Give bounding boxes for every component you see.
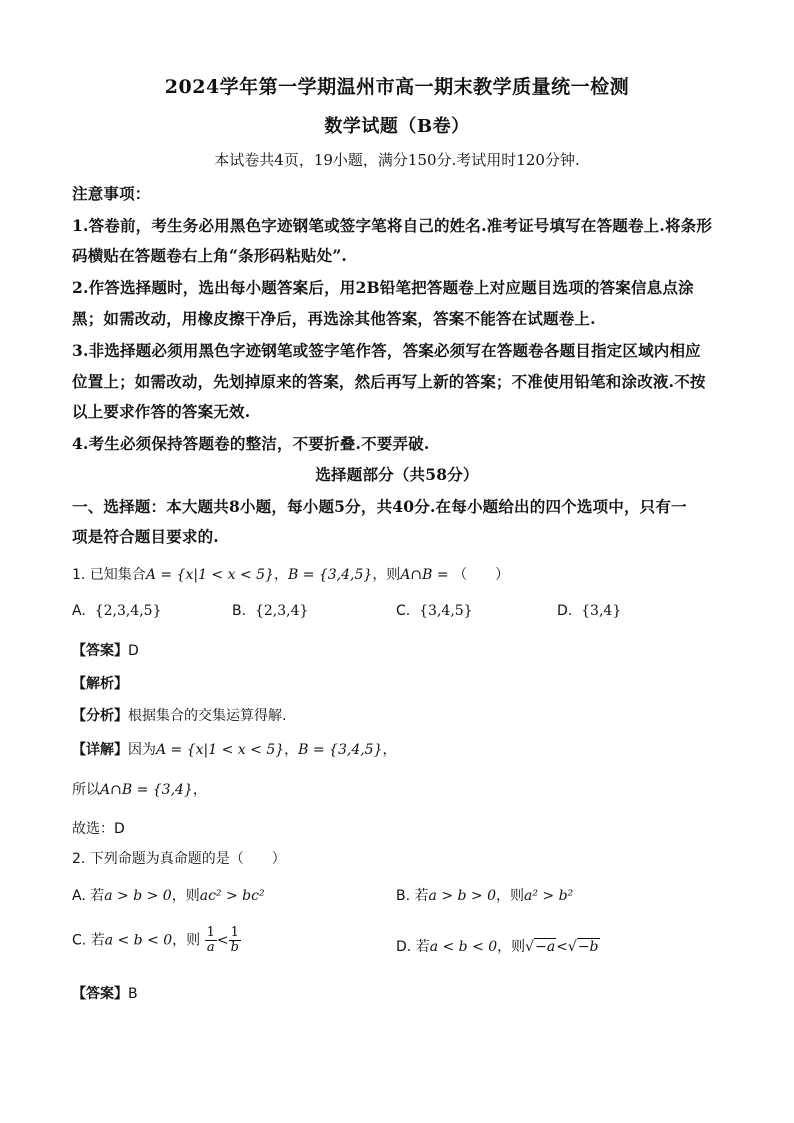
option-prefix: 若: [415, 939, 430, 955]
answer-value: D: [128, 643, 139, 659]
answer-line: [72, 640, 139, 660]
option-mid: ，则: [172, 932, 201, 949]
notice-line: 码横贴在答题卷右上角“条形码粘贴处”.: [72, 246, 348, 265]
radicand: −a: [535, 939, 556, 955]
option-c: [396, 603, 473, 619]
sqrt-neg-b: √−b: [567, 939, 599, 955]
page-subtitle: 数学试题（B卷）: [324, 116, 470, 137]
set-b: B = {3,4,5}: [287, 567, 373, 583]
conclusion-prefix: 所以: [72, 782, 100, 798]
section-instruction: 项是符合题目要求的.: [72, 527, 219, 546]
option-result: ac² > bc²: [199, 888, 265, 904]
option-prefix: 若: [90, 888, 105, 904]
fraction-1-over-a: [205, 926, 217, 955]
option-condition: a < b < 0: [104, 932, 173, 949]
option-result: a² > b²: [524, 888, 574, 904]
separator: ，: [284, 742, 299, 758]
stem-text: 下列命题为真命题的是（ ）: [89, 851, 286, 867]
denominator: a: [206, 940, 215, 955]
separator: ，则: [372, 567, 401, 583]
notice-line: 3.非选择题必须用黑色字迹钢笔或签字笔作答，答案必须写在答题卷各题目指定区域内相应: [72, 341, 701, 360]
answer-blank: （ ）: [453, 567, 510, 583]
radicand: −b: [577, 939, 599, 955]
detail-tag: 【详解】: [72, 742, 128, 758]
option-label: C.: [396, 603, 411, 619]
set-b: B = {3,4,5}: [298, 742, 383, 758]
separator: ，: [192, 782, 207, 798]
option-label: B.: [396, 888, 411, 904]
conclusion-line: [72, 779, 207, 799]
option-value: {2,3,4}: [254, 603, 309, 619]
fenxi-text: 根据集合的交集运算得解.: [128, 708, 287, 724]
option-label: D.: [396, 939, 412, 955]
section-heading: 选择题部分（共58分）: [315, 465, 479, 484]
intersection-expr: A∩B =: [400, 567, 449, 583]
notice-line: 2.作答选择题时，选出每小题答案后，用2B铅笔把答题卷上对应题目选项的答案信息点涂: [72, 278, 694, 297]
option-condition: a > b > 0: [428, 888, 496, 904]
question-number: 2.: [72, 851, 86, 867]
option-label: D.: [557, 603, 573, 619]
analysis-tag: 【解析】: [72, 676, 128, 692]
notice-line: 黑；如需改动，用橡皮擦干净后，再选涂其他答案，答案不能答在试题卷上.: [72, 309, 596, 328]
detail-text: 因为: [128, 742, 156, 758]
option-value: {3,4}: [581, 603, 622, 619]
numerator: 1: [229, 926, 241, 941]
fraction-1-over-b: [229, 926, 241, 955]
option-condition: a > b > 0: [104, 888, 172, 904]
choose-line: 故选：D: [72, 821, 125, 837]
numerator: 1: [206, 925, 215, 940]
less-than: <: [216, 932, 229, 949]
option-b: [232, 603, 308, 619]
option-mid: ，则: [171, 888, 200, 904]
notice-line: 1.答卷前，考生务必用黑色字迹钢笔或签字笔将自己的姓名.准考证号填写在答题卷上.将条形: [72, 216, 713, 235]
sqrt-neg-a: √−a: [525, 939, 556, 955]
option-prefix: 若: [90, 932, 105, 949]
option-mid: ，则: [496, 888, 524, 904]
section-instruction: 一、选择题：本大题共8小题，每小题5分，共40分.在每小题给出的四个选项中，只有一: [72, 497, 687, 516]
option-a: [72, 885, 265, 905]
set-a: A = {x|1 < x < 5}: [156, 742, 285, 758]
option-d: [396, 936, 600, 956]
option-condition: a < b < 0: [429, 939, 498, 955]
separator: ，: [382, 742, 397, 758]
separator: ，: [273, 567, 288, 583]
question-1-stem: [72, 564, 509, 584]
answer-tag: 【答案】: [72, 643, 128, 659]
option-label: A.: [72, 603, 86, 619]
option-label: A.: [72, 888, 86, 904]
less-than: <: [556, 939, 568, 955]
question-number: 1.: [72, 567, 86, 583]
exam-info: 本试卷共4页，19小题，满分150分.考试用时120分钟.: [214, 151, 580, 169]
option-label: B.: [232, 603, 247, 619]
fenxi-tag: 【分析】: [72, 708, 128, 724]
option-value: {3,4,5}: [419, 603, 473, 619]
answer-value: B: [128, 986, 138, 1002]
notice-line: 4.考生必须保持答题卷的整洁，不要折叠.不要弄破.: [72, 434, 430, 453]
stem-text: 已知集合: [89, 567, 146, 583]
notice-line: 位置上；如需改动，先划掉原来的答案，然后再写上新的答案；不准使用铅笔和涂改液.不按: [72, 372, 706, 391]
detail-line: [72, 739, 397, 759]
option-prefix: 若: [414, 888, 429, 904]
intersection-result: A∩B = {3,4}: [100, 782, 193, 798]
notice-heading: 注意事项：: [72, 184, 151, 203]
page-title: 2024学年第一学期温州市高一期末教学质量统一检测: [164, 76, 630, 98]
question-2-stem: [72, 848, 286, 868]
option-value: {2,3,4,5}: [94, 603, 162, 619]
fenxi-line: [72, 705, 286, 725]
answer-line: [72, 983, 138, 1003]
set-a: A = {x|1 < x < 5}: [145, 567, 274, 583]
option-c: [72, 926, 241, 955]
denominator: b: [230, 940, 239, 955]
answer-tag: 【答案】: [72, 986, 128, 1002]
option-label: C.: [72, 932, 87, 949]
notice-line: 以上要求作答的答案无效.: [72, 402, 251, 421]
option-b: [396, 885, 573, 905]
option-a: [72, 603, 161, 619]
analysis-line: [72, 673, 128, 693]
option-d: [557, 603, 621, 619]
option-mid: ，则: [497, 939, 526, 955]
